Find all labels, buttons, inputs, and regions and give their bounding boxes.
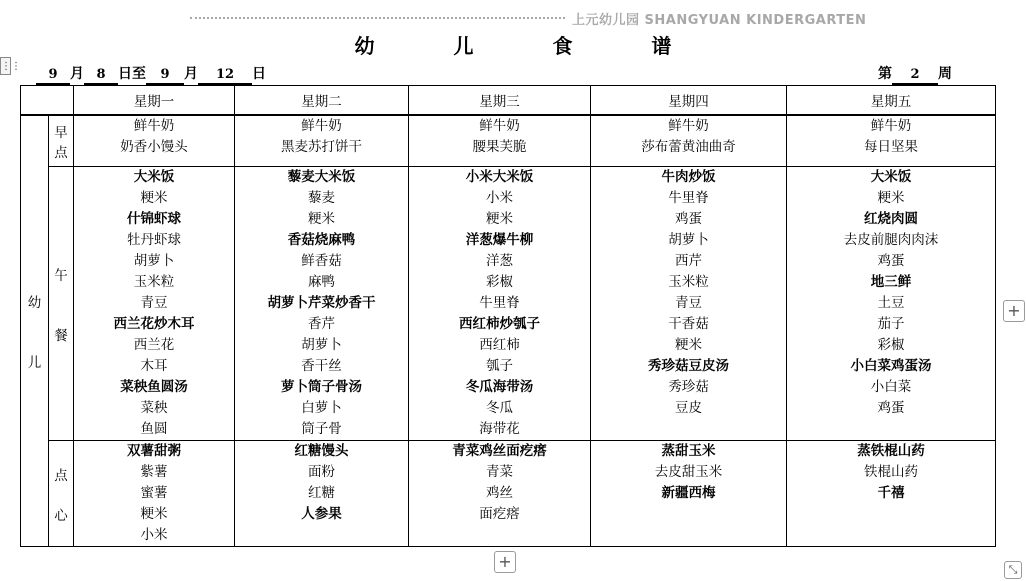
ingredient: 粳米 <box>308 211 335 227</box>
ingredient: 奶香小馒头 <box>120 139 188 155</box>
ingredient: 黑麦苏打饼干 <box>281 139 362 155</box>
dish-name: 什锦虾球 <box>127 211 181 227</box>
month-label: 月 <box>70 66 84 82</box>
add-row-button[interactable]: + <box>494 551 516 573</box>
dish-name: 藜麦大米饭 <box>287 169 356 185</box>
ingredient: 冬瓜 <box>486 400 513 416</box>
ingredient: 蜜薯 <box>140 485 168 501</box>
dish-name: 小白菜鸡蛋汤 <box>850 358 932 374</box>
menu-cell[interactable] <box>409 116 591 167</box>
ingredient: 腰果芙脆 <box>472 139 527 155</box>
ingredient: 牡丹虾球 <box>127 232 181 248</box>
ingredient: 红糖 <box>308 485 335 501</box>
meal-label-breakfast <box>49 116 74 167</box>
ingredient: 香干丝 <box>301 358 342 374</box>
meal-label-char: 心 <box>54 507 68 524</box>
day-header-tue: 星期二 <box>235 86 409 115</box>
section-label-char: 儿 <box>27 355 42 371</box>
ingredient: 豆皮 <box>675 400 702 416</box>
ingredient: 白萝卜 <box>301 400 342 416</box>
menu-cell[interactable] <box>409 441 591 547</box>
to-label: 日至 <box>118 66 146 82</box>
ingredient: 鲜牛奶 <box>133 118 175 134</box>
dish-name: 地三鲜 <box>870 274 912 290</box>
ingredient: 瓠子 <box>486 358 513 374</box>
meal-label-char: 点 <box>54 145 68 161</box>
ingredient: 彩椒 <box>877 337 905 353</box>
end-day: 12 <box>198 67 252 85</box>
dish-name: 秀珍菇豆皮汤 <box>648 358 729 374</box>
ingredient: 鲜香菇 <box>301 253 342 269</box>
dish-name: 西红柿炒瓠子 <box>459 316 540 332</box>
dish-name: 洋葱爆牛柳 <box>465 232 534 248</box>
page-title: 幼 儿 食 谱 <box>354 34 708 58</box>
dish-name: 蒸铁棍山药 <box>857 443 925 459</box>
week-indicator <box>878 63 952 85</box>
ingredient: 菜秧 <box>140 400 168 416</box>
header-divider <box>190 17 565 19</box>
ingredient: 牛里脊 <box>479 295 520 311</box>
ingredient: 紫薯 <box>140 464 168 480</box>
meal-row-breakfast <box>21 116 996 167</box>
ingredient: 粳米 <box>675 337 702 353</box>
corner-cell <box>21 86 74 115</box>
menu-cell[interactable] <box>74 441 235 547</box>
dish-name: 牛肉炒饭 <box>661 169 716 185</box>
start-month: 9 <box>36 67 70 85</box>
end-month: 9 <box>146 67 184 85</box>
menu-cell[interactable] <box>787 167 996 441</box>
ingredient: 面疙瘩 <box>479 506 520 522</box>
week-number: 2 <box>892 67 938 85</box>
day-header-fri: 星期五 <box>787 86 996 115</box>
ingredient: 鸡蛋 <box>877 253 905 269</box>
day-label: 日 <box>252 66 266 82</box>
ingredient: 玉米粒 <box>133 274 175 290</box>
menu-cell[interactable] <box>787 116 996 167</box>
section-label-char: 幼 <box>27 295 42 311</box>
ingredient: 胡萝卜 <box>301 337 342 353</box>
ingredient: 鲜牛奶 <box>870 118 912 134</box>
ingredient: 青菜 <box>486 464 513 480</box>
ingredient: 西兰花 <box>133 337 175 353</box>
dish-name: 西兰花炒木耳 <box>113 316 195 332</box>
meal-row-lunch <box>21 167 996 441</box>
day-header-row <box>21 86 996 115</box>
ingredient: 海带花 <box>479 421 520 437</box>
month-label: 月 <box>184 66 198 82</box>
ingredient: 洋葱 <box>486 253 513 269</box>
menu-cell[interactable] <box>591 441 787 547</box>
meal-label-char: 点 <box>54 467 68 484</box>
ingredient: 鸡蛋 <box>675 211 702 227</box>
ingredient: 彩椒 <box>486 274 513 290</box>
add-column-button[interactable]: + <box>1003 300 1025 322</box>
dish-name: 香菇烧麻鸭 <box>287 232 356 248</box>
ingredient: 玉米粒 <box>668 274 709 290</box>
date-range <box>36 63 266 85</box>
ingredient: 粳米 <box>140 190 168 206</box>
menu-cell[interactable] <box>591 167 787 441</box>
menu-cell[interactable] <box>74 116 235 167</box>
menu-cell[interactable] <box>235 441 409 547</box>
dish-name: 大米饭 <box>133 169 175 185</box>
ingredient: 鸡丝 <box>486 485 513 501</box>
ingredient: 鸡蛋 <box>877 400 905 416</box>
ingredient: 鱼圆 <box>140 421 168 437</box>
ingredient: 鲜牛奶 <box>668 118 709 134</box>
ingredient: 粳米 <box>486 211 513 227</box>
meal-label-char: 早 <box>54 125 68 141</box>
ingredient: 面粉 <box>308 464 335 480</box>
table-resize-handle-icon[interactable]: ⤡ <box>1004 561 1022 579</box>
ingredient: 牛里脊 <box>668 190 709 206</box>
dish-name: 人参果 <box>301 506 342 522</box>
dish-name: 新疆西梅 <box>661 485 716 501</box>
ingredient: 鲜牛奶 <box>301 118 342 134</box>
section-label-children <box>21 116 49 547</box>
ingredient: 每日坚果 <box>864 139 918 155</box>
start-day: 8 <box>84 67 118 85</box>
ingredient: 小米 <box>486 190 513 206</box>
week-prefix: 第 <box>878 66 892 82</box>
ingredient: 西芹 <box>675 253 702 269</box>
menu-cell[interactable] <box>591 116 787 167</box>
meal-label-char: 餐 <box>54 327 68 344</box>
ingredient: 小米 <box>140 527 168 543</box>
ingredient: 粳米 <box>877 190 905 206</box>
ingredient: 青豆 <box>675 295 702 311</box>
ingredient: 麻鸭 <box>308 274 335 290</box>
day-header-wed: 星期三 <box>409 86 591 115</box>
day-header-mon: 星期一 <box>74 86 235 115</box>
dish-name: 蒸甜玉米 <box>661 443 716 459</box>
ingredient: 筒子骨 <box>301 421 342 437</box>
ingredient: 莎布蕾黄油曲奇 <box>641 139 736 155</box>
ingredient: 粳米 <box>140 506 168 522</box>
ingredient: 去皮前腿肉肉沫 <box>843 232 939 248</box>
menu-cell[interactable] <box>74 167 235 441</box>
ingredient: 西红柿 <box>479 337 520 353</box>
meal-label-snack <box>49 441 74 547</box>
menu-cell[interactable] <box>787 441 996 547</box>
dish-name: 双薯甜粥 <box>127 443 181 459</box>
ingredient: 鲜牛奶 <box>479 118 520 134</box>
meal-label-char: 午 <box>54 267 68 284</box>
dish-name: 菜秧鱼圆汤 <box>120 379 188 395</box>
week-suffix: 周 <box>938 66 952 82</box>
menu-table <box>20 85 996 547</box>
ingredient: 干香菇 <box>668 316 709 332</box>
ingredient: 小白菜 <box>870 379 912 395</box>
dish-name: 千禧 <box>877 485 905 501</box>
menu-cell[interactable] <box>235 167 409 441</box>
ingredient: 去皮甜玉米 <box>654 464 723 480</box>
kindergarten-brand: 上元幼儿园 SHANGYUAN KINDERGARTEN <box>572 13 867 28</box>
dish-name: 小米大米饭 <box>465 169 534 185</box>
dish-name: 大米饭 <box>870 169 912 185</box>
ingredient: 木耳 <box>140 358 168 374</box>
ingredient: 胡萝卜 <box>668 232 709 248</box>
ingredient: 藜麦 <box>308 190 335 206</box>
meal-row-snack <box>21 441 996 547</box>
menu-cell[interactable] <box>235 116 409 167</box>
dish-name: 红烧肉圆 <box>864 211 918 227</box>
table-move-handle-icon[interactable]: ⋮⋮ <box>0 57 11 75</box>
dish-name: 红糖馒头 <box>294 443 349 459</box>
ingredient: 胡萝卜 <box>133 253 175 269</box>
menu-cell[interactable] <box>409 167 591 441</box>
day-header-thu: 星期四 <box>591 86 787 115</box>
dish-name: 胡萝卜芹菜炒香干 <box>267 295 376 311</box>
dish-name: 青菜鸡丝面疙瘩 <box>452 443 547 459</box>
dish-name: 萝卜筒子骨汤 <box>281 379 362 395</box>
ingredient: 青豆 <box>140 295 168 311</box>
ingredient: 土豆 <box>877 295 905 311</box>
ingredient: 香芹 <box>308 316 335 332</box>
ingredient: 茄子 <box>877 316 905 332</box>
meal-label-lunch <box>49 167 74 441</box>
ingredient: 铁棍山药 <box>864 464 918 480</box>
dish-name: 冬瓜海带汤 <box>465 379 534 395</box>
ingredient: 秀珍菇 <box>668 379 709 395</box>
